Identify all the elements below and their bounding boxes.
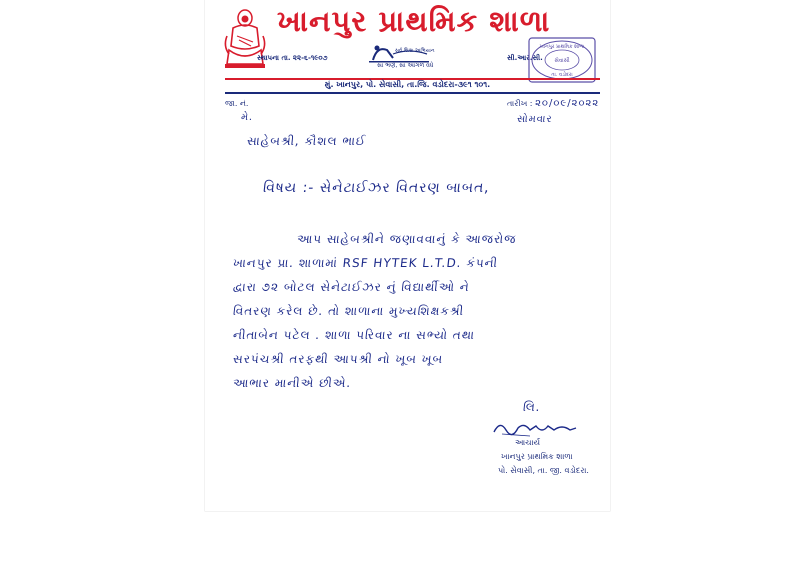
footer-place: પો. સેવાસી, તા. જી. વડોદરા.: [498, 466, 589, 475]
body-line-3: દ્વારા ૭૨ બોટલ સેનેટાઈઝર નું વિદ્યાર્થીઓ ને: [232, 280, 471, 294]
body-line-6: સરપંચશ્રી તરફથી આપશ્રી નો ખૂબ ખૂબ: [232, 352, 444, 366]
svg-text:ખાનપુર પ્રાથમિક શાળા: ખાનપુર પ્રાથમિક શાળા: [539, 44, 585, 50]
body-line-7: આભાર માનીએ છીએ.: [232, 376, 353, 390]
crc-label: સી.આર.સી.: [507, 54, 543, 62]
principal-signature: [490, 418, 580, 440]
letter-to: મે.: [240, 112, 254, 123]
footer-designation: આચાર્ય: [515, 438, 541, 447]
established-date: સ્થાપના તા. ૨૨-૬-૧૯૦૭: [257, 54, 328, 62]
school-name: ખાનપુર પ્રાથમિક શાળા: [277, 4, 551, 38]
closing: લિ.: [522, 400, 542, 414]
school-seal-stamp: [527, 36, 597, 84]
svg-text:તા. વડોદરા: તા. વડોદરા: [551, 72, 573, 78]
letter-page: [205, 0, 610, 511]
body-line-5: નીતાબેન પટેલ . શાળા પરિવાર ના સભ્યો તથા: [232, 328, 476, 342]
svg-text:સર્વ શિક્ષા અભિયાન: સર્વ શિક્ષા અભિયાન: [395, 48, 435, 54]
svg-text:સેવાસી: સેવાસી: [554, 58, 570, 64]
header-blue-rule: [225, 92, 600, 94]
motto-tagline: સૌ ભણે, સૌ આગળ વધે: [377, 62, 434, 69]
footer-school: ખાનપુર પ્રાથમિક શાળા: [501, 452, 573, 461]
school-address: મું. ખાનપુર, પો. સેવાસી, તા.જિ. વડોદરા-૩૯૧ ૧૦૧.: [324, 80, 491, 89]
letter-subject: વિષય :- સેનેટાઈઝર વિતરણ બાબત,: [262, 180, 491, 196]
letter-date: ૨૦/૦૯/૨૦૨૨: [535, 98, 600, 109]
sarva-shiksha-logo-icon: [365, 42, 435, 64]
letter-addressee: સાહેબશ્રી, કૌશલ ભાઈ: [246, 134, 367, 148]
date-label: તારીખ :: [507, 99, 533, 108]
letter-day: સોમવાર: [516, 114, 554, 125]
date-field: [507, 98, 599, 109]
body-line-2: ખાનપુર પ્રા. શાળામાં RSF HYTEK L.T.D. કંપની: [232, 256, 499, 270]
body-line-4: વિતરણ કરેલ છે. તો શાળાના મુખ્યશિક્ષકશ્રી: [232, 304, 465, 318]
body-line-1: આપ સાહેબશ્રીને જણાવવાનું કે આજરોજ: [296, 232, 518, 246]
number-label: જા. નં.: [225, 99, 249, 108]
